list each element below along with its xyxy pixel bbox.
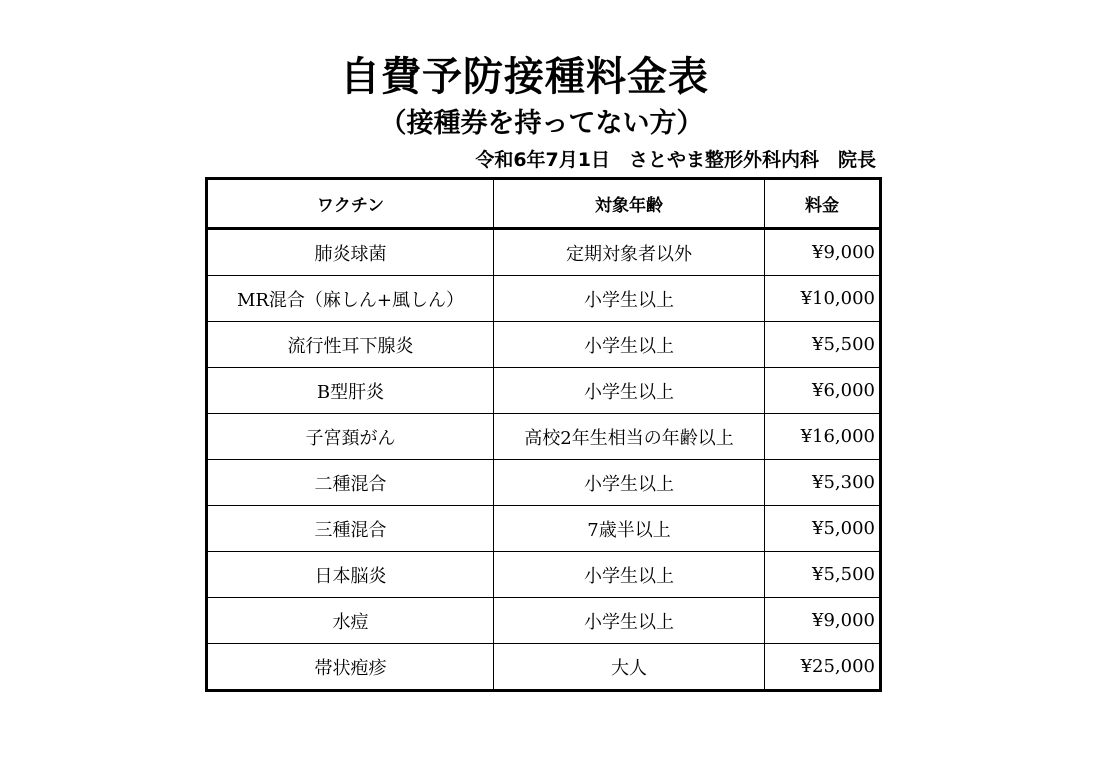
cell-price: ¥16,000 (765, 414, 881, 460)
cell-vaccine: 流行性耳下腺炎 (207, 322, 494, 368)
cell-vaccine: 帯状疱疹 (207, 644, 494, 691)
cell-price: ¥5,000 (765, 506, 881, 552)
cell-target-age: 定期対象者以外 (494, 229, 765, 276)
table-row (207, 644, 881, 691)
cell-target-age: 大人 (494, 644, 765, 691)
table-row (207, 460, 881, 506)
table-row (207, 322, 881, 368)
cell-target-age: 7歳半以上 (494, 506, 765, 552)
cell-price: ¥10,000 (765, 276, 881, 322)
cell-price: ¥5,500 (765, 552, 881, 598)
table-row (207, 598, 881, 644)
cell-price: ¥25,000 (765, 644, 881, 691)
cell-vaccine: 日本脳炎 (207, 552, 494, 598)
cell-target-age: 小学生以上 (494, 322, 765, 368)
table-header-row (207, 179, 881, 229)
cell-vaccine: 水痘 (207, 598, 494, 644)
cell-price: ¥6,000 (765, 368, 881, 414)
cell-vaccine: 肺炎球菌 (207, 229, 494, 276)
cell-price: ¥5,300 (765, 460, 881, 506)
cell-price: ¥9,000 (765, 229, 881, 276)
cell-target-age: 小学生以上 (494, 598, 765, 644)
cell-vaccine: 子宮頚がん (207, 414, 494, 460)
table-row (207, 368, 881, 414)
cell-target-age: 小学生以上 (494, 460, 765, 506)
cell-target-age: 小学生以上 (494, 552, 765, 598)
header-vaccine: ワクチン (207, 179, 494, 229)
cell-vaccine: 三種混合 (207, 506, 494, 552)
table-row (207, 276, 881, 322)
cell-vaccine: MR混合（麻しん+風しん） (207, 276, 494, 322)
header-price: 料金 (765, 179, 881, 229)
cell-target-age: 高校2年生相当の年齢以上 (494, 414, 765, 460)
fee-table (205, 177, 882, 692)
cell-target-age: 小学生以上 (494, 368, 765, 414)
document-title: 自費予防接種料金表 (340, 53, 709, 100)
cell-price: ¥9,000 (765, 598, 881, 644)
table-row (207, 552, 881, 598)
header-target-age: 対象年齢 (494, 179, 765, 229)
cell-vaccine: B型肝炎 (207, 368, 494, 414)
cell-price: ¥5,500 (765, 322, 881, 368)
date-and-clinic-line: 令和6年7月1日 さとやま整形外科内科 院長 (475, 149, 876, 171)
table-row (207, 506, 881, 552)
table-row (207, 414, 881, 460)
table-row (207, 229, 881, 276)
cell-target-age: 小学生以上 (494, 276, 765, 322)
cell-vaccine: 二種混合 (207, 460, 494, 506)
document-subtitle: （接種券を持ってない方） (379, 108, 704, 139)
